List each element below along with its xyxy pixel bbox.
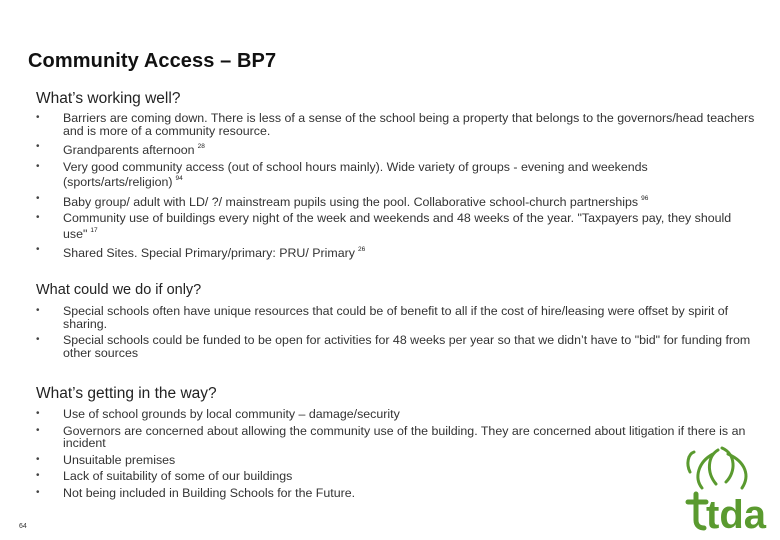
- bullet-text: Unsuitable premises: [63, 452, 176, 467]
- bullet-text: Community use of buildings every night of the week and weekends and 48 weeks of the year. "Taxpayers pay, they should use": [63, 211, 732, 241]
- bullet-item: [36, 141, 756, 157]
- bullet-text: Grandparents afternoon: [63, 143, 195, 157]
- bullet-icon: •: [36, 141, 40, 152]
- bullet-text: Governors are concerned about allowing the community use of the building. They are concerned about litigation if there is an incident: [63, 423, 746, 450]
- bullet-text: Very good community access (out of school hours mainly). Wide variety of groups - evening and weekends (sports/arts/religion): [63, 159, 648, 189]
- section-heading-working-well: What’s working well?: [36, 90, 181, 107]
- bullet-icon: •: [36, 470, 40, 481]
- bullet-item: [36, 161, 756, 189]
- tda-logo-icon: [666, 444, 776, 536]
- slide-title: Community Access – BP7: [28, 50, 277, 72]
- bullet-icon: •: [36, 244, 40, 255]
- bullet-icon: •: [36, 453, 40, 465]
- reference-number: 17: [90, 226, 98, 234]
- reference-number: 94: [175, 175, 183, 182]
- bullet-item: [36, 487, 756, 500]
- bullet-icon: •: [36, 112, 40, 123]
- bullet-item: [36, 454, 756, 467]
- section-heading-if-only: What could we do if only?: [36, 282, 202, 298]
- bullet-text: Special schools often have unique resources that could be of benefit to all if the cost of hire/leasing were offset by spirit of sharing.: [63, 304, 729, 331]
- bullet-icon: •: [36, 486, 40, 498]
- page-number: 64: [19, 523, 27, 530]
- bullet-item: [36, 470, 756, 483]
- bullet-icon: •: [36, 160, 40, 172]
- bullet-item: [36, 193, 756, 209]
- bullet-icon: •: [36, 192, 40, 204]
- logo-text: tda: [706, 493, 766, 536]
- bullet-item: [36, 212, 756, 240]
- reference-number: 96: [641, 194, 649, 202]
- bullet-text: Baby group/ adult with LD/ ?/ mainstream pupils using the pool. Collaborative school-church partnerships: [63, 194, 639, 209]
- bullet-text: Not being included in Building Schools for the Future.: [63, 485, 356, 500]
- if-only-list: [36, 305, 756, 363]
- bullet-text: Special schools could be funded to be open for activities for 48 weeks per year so that we didn’t have to "bid" for funding from other sources: [63, 333, 751, 360]
- bullet-text: Use of school grounds by local community – damage/security: [63, 407, 400, 421]
- bullet-icon: •: [36, 424, 40, 436]
- bullet-text: Lack of suitability of some of our buildings: [63, 469, 293, 483]
- working-well-list: [36, 112, 756, 264]
- bullet-item: [36, 425, 756, 450]
- bullet-text: Shared Sites. Special Primary/primary: PRU/ Primary: [63, 246, 355, 260]
- bullet-item: [36, 244, 756, 260]
- in-the-way-list: [36, 408, 756, 503]
- reference-number: 26: [357, 246, 366, 253]
- bullet-icon: •: [36, 305, 40, 316]
- bullet-icon: •: [36, 212, 40, 223]
- bullet-icon: •: [36, 334, 40, 345]
- bullet-item: [36, 112, 756, 137]
- reference-number: 28: [197, 143, 205, 150]
- bullet-item: [36, 334, 756, 359]
- bullet-item: [36, 305, 756, 330]
- section-heading-in-the-way: What’s getting in the way?: [36, 385, 217, 402]
- bullet-item: [36, 408, 756, 421]
- bullet-icon: •: [36, 408, 40, 419]
- bullet-text: Barriers are coming down. There is less of a sense of the school being a property that belongs to the governors/head teachers and is more of a community resource.: [63, 111, 755, 138]
